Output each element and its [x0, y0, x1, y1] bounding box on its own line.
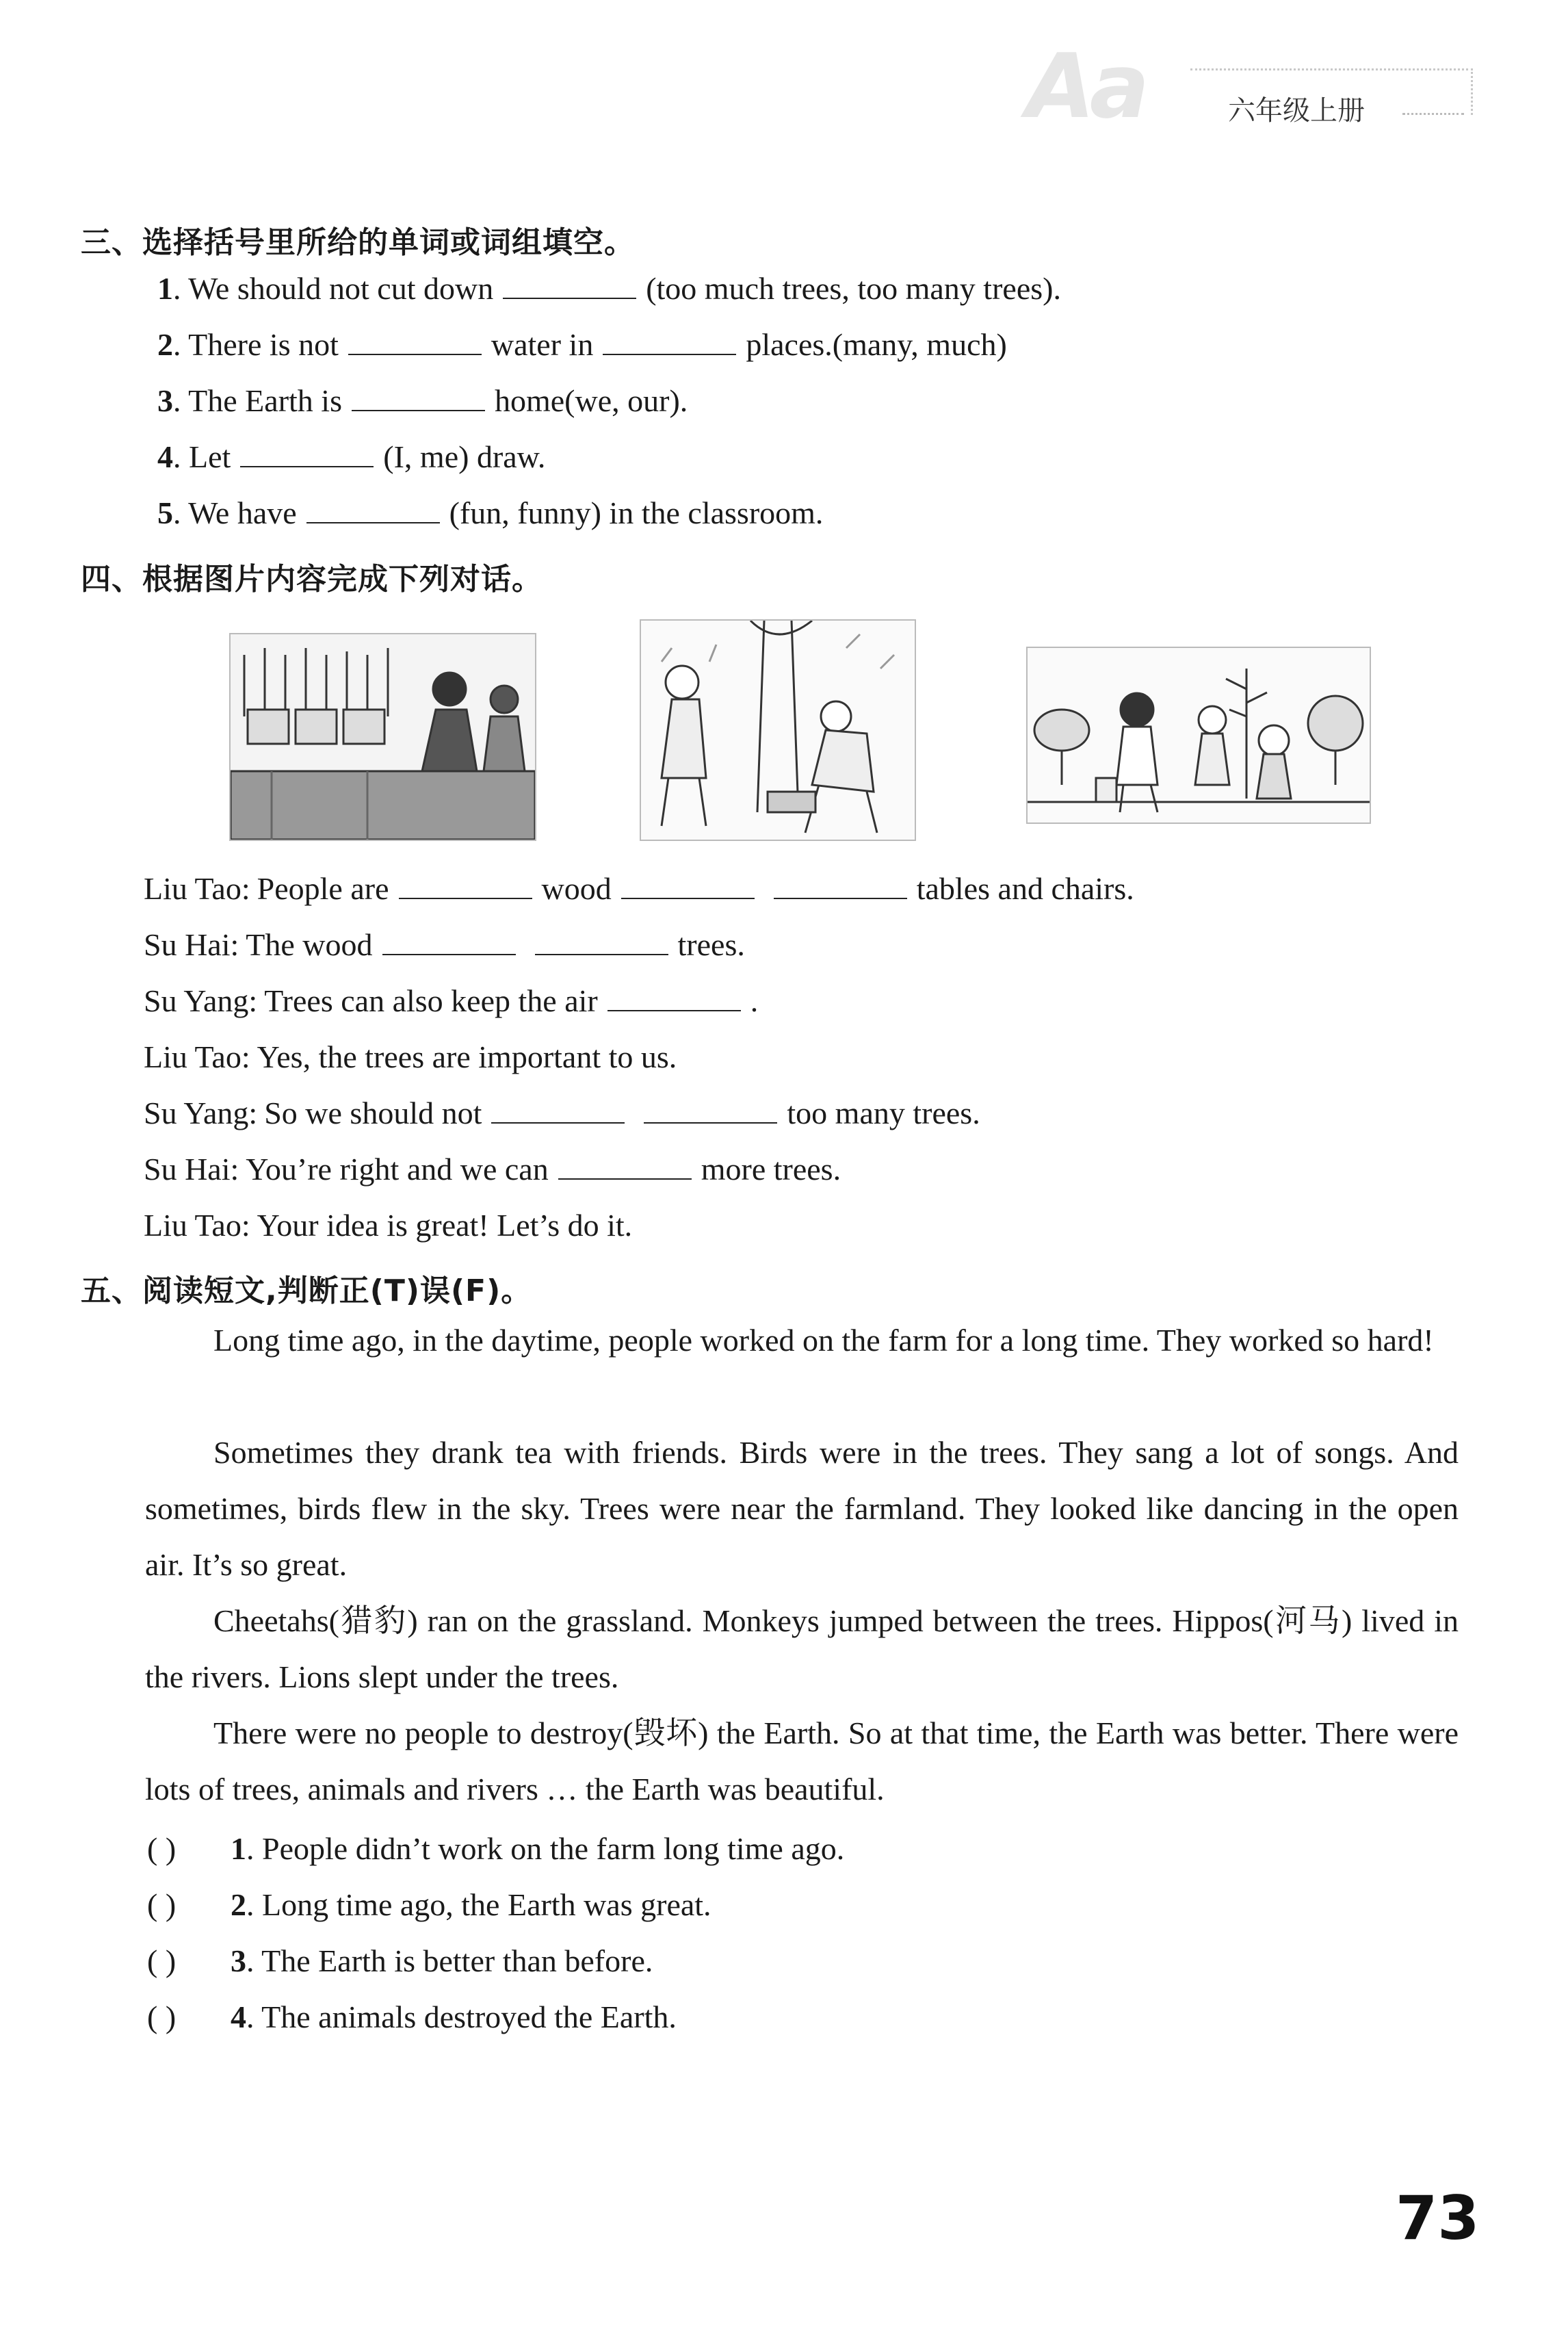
dialogue-2-blank-2[interactable] — [535, 931, 668, 955]
tf-answer-box-2[interactable]: ( ) — [147, 1887, 177, 1922]
s3-item-1 — [157, 270, 1061, 307]
dialogue-1-text-c: tables and chairs. — [916, 871, 1134, 906]
tf-question-3-num: 3 — [231, 1943, 246, 1978]
dialogue-3-blank[interactable] — [607, 987, 741, 1011]
tf-question-3-text: . The Earth is better than before. — [246, 1943, 653, 1978]
header-logo-deco: Aa — [1026, 34, 1145, 138]
tf-answer-box-3[interactable]: ( ) — [147, 1943, 177, 1978]
tf-question-1-num: 1 — [231, 1831, 246, 1866]
dialogue-7-text: Your idea is great! Let’s do it. — [257, 1208, 633, 1243]
passage-paragraph-4: There were no people to destroy(毁坏) the Earth. So at that time, the Earth was better. There were lots of trees, animals and rivers … the Earth was beautiful. — [145, 1715, 1459, 1806]
s3-item-1-text-b: (too much trees, too many trees). — [646, 271, 1061, 306]
dialogue-3-text-b: . — [750, 983, 759, 1018]
s3-item-2-blank-1[interactable] — [348, 331, 482, 355]
tf-question-2-text: . Long time ago, the Earth was great. — [246, 1887, 711, 1922]
tf-question-2-num: 2 — [231, 1887, 246, 1922]
tf-answer-box-4[interactable]: ( ) — [147, 1999, 177, 2034]
s3-item-3-text-b: home(we, our). — [494, 383, 688, 418]
dialogue-line-5: Su Yang: So we should not too many trees. — [144, 1096, 980, 1130]
s3-item-2 — [157, 326, 1007, 363]
section5-title: 五、阅读短文,判断正(T)误(F)。 — [81, 1273, 532, 1308]
dialogue-6-speaker: Su Hai — [144, 1152, 231, 1187]
tf-answer-box-1[interactable]: ( ) — [147, 1831, 177, 1866]
s3-item-1-text-a: . We should not cut down — [173, 271, 494, 306]
dialogue-6-text-a: You’re right and we can — [246, 1152, 549, 1187]
picture-planting-trees — [1026, 647, 1371, 824]
dialogue-line-4: Liu Tao: Yes, the trees are important to us. — [144, 1039, 677, 1074]
dialogue-line-6: Su Hai: You’re right and we can more trees. — [144, 1152, 841, 1187]
dialogue-2-text-a: The wood — [246, 927, 373, 962]
dialogue-2-text-b: trees. — [677, 927, 745, 962]
s3-item-2-text-c: places.(many, much) — [746, 327, 1007, 362]
tf-question-3 — [147, 1943, 653, 1979]
dialogue-2-blank-1[interactable] — [382, 931, 516, 955]
tf-question-1-text: . People didn’t work on the farm long time ago. — [246, 1831, 845, 1866]
s3-item-4-text-a: . Let — [173, 439, 231, 474]
header-dots-divider — [1402, 113, 1464, 115]
passage-paragraph-3: Cheetahs(猎豹) ran on the grassland. Monkeys jumped between the trees. Hippos(河马) lived in the rivers. Lions slept under the trees. — [145, 1603, 1459, 1694]
dialogue-line-2: Su Hai: The wood trees. — [144, 927, 745, 962]
s3-item-2-blank-2[interactable] — [603, 331, 736, 355]
dialogue-5-text-b: too many trees. — [787, 1096, 980, 1130]
dialogue-1-blank-1[interactable] — [399, 875, 532, 899]
dialogue-line-3: Su Yang: Trees can also keep the air . — [144, 983, 759, 1018]
dialogue-5-speaker: Su Yang — [144, 1096, 249, 1130]
s3-item-2-text-b: water in — [491, 327, 594, 362]
tf-question-4-num: 4 — [231, 1999, 246, 2034]
dialogue-line-1: Liu Tao: People are wood tables and chairs. — [144, 871, 1134, 906]
dialogue-1-speaker: Liu Tao — [144, 871, 241, 906]
tf-question-4 — [147, 1999, 677, 2035]
s3-item-5-text-b: (fun, funny) in the classroom. — [449, 495, 824, 530]
dialogue-2-speaker: Su Hai — [144, 927, 231, 962]
tf-question-2 — [147, 1887, 711, 1923]
s3-item-1-num: 1 — [157, 271, 173, 306]
tf-question-4-text: . The animals destroyed the Earth. — [246, 1999, 677, 2034]
s3-item-5-text-a: . We have — [173, 495, 297, 530]
s3-item-4-num: 4 — [157, 439, 173, 474]
dialogue-7-speaker: Liu Tao — [144, 1208, 241, 1243]
s3-item-3-text-a: . The Earth is — [173, 383, 342, 418]
dialogue-3-speaker: Su Yang — [144, 983, 249, 1018]
dialogue-5-blank-2[interactable] — [644, 1099, 777, 1124]
s3-item-4-blank[interactable] — [240, 443, 374, 467]
s3-item-3-num: 3 — [157, 383, 173, 418]
dialogue-4-speaker: Liu Tao — [144, 1039, 241, 1074]
section4-title: 四、根据图片内容完成下列对话。 — [81, 562, 543, 597]
planting-trees-illustration — [1028, 648, 1370, 822]
cutting-trees-illustration — [641, 621, 915, 840]
dialogue-4-text: Yes, the trees are important to us. — [257, 1039, 677, 1074]
s3-item-1-blank[interactable] — [503, 274, 636, 299]
picture-cutting-trees — [640, 619, 916, 841]
s3-item-5-blank[interactable] — [306, 499, 440, 523]
grade-label: 六年级上册 — [1228, 95, 1365, 127]
s3-item-4 — [157, 439, 545, 475]
s3-item-5-num: 5 — [157, 495, 173, 530]
s3-item-3-blank[interactable] — [352, 387, 485, 411]
dialogue-line-7: Liu Tao: Your idea is great! Let’s do it. — [144, 1208, 633, 1243]
dialogue-1-blank-3[interactable] — [774, 875, 907, 899]
section3-title: 三、选择括号里所给的单词或词组填空。 — [81, 225, 635, 260]
workshop-illustration — [231, 634, 535, 840]
picture-furniture-workshop — [229, 633, 536, 841]
passage-paragraph-2: Sometimes they drank tea with friends. Birds were in the trees. They sang a lot of songs. And sometimes, birds flew in the sky. Trees were near the farmland. They looked like dancing in the open air. It’s so great. — [145, 1435, 1459, 1582]
dialogue-1-text-a: People are — [257, 871, 389, 906]
s3-item-3 — [157, 383, 688, 419]
page-number: 73 — [1396, 2183, 1480, 2253]
dialogue-6-text-b: more trees. — [701, 1152, 841, 1187]
s3-item-2-text-a: . There is not — [173, 327, 339, 362]
s3-item-4-text-b: (I, me) draw. — [383, 439, 546, 474]
dialogue-5-blank-1[interactable] — [491, 1099, 625, 1124]
dialogue-1-blank-2[interactable] — [621, 875, 755, 899]
dialogue-3-text-a: Trees can also keep the air — [264, 983, 598, 1018]
passage-paragraph-1: Long time ago, in the daytime, people worked on the farm for a long time. They worked so hard! — [213, 1323, 1434, 1358]
s3-item-5 — [157, 495, 823, 531]
dialogue-1-text-b: wood — [541, 871, 612, 906]
tf-question-1 — [147, 1830, 844, 1867]
dialogue-6-blank[interactable] — [558, 1155, 692, 1180]
s3-item-2-num: 2 — [157, 327, 173, 362]
dialogue-5-text-a: So we should not — [264, 1096, 482, 1130]
